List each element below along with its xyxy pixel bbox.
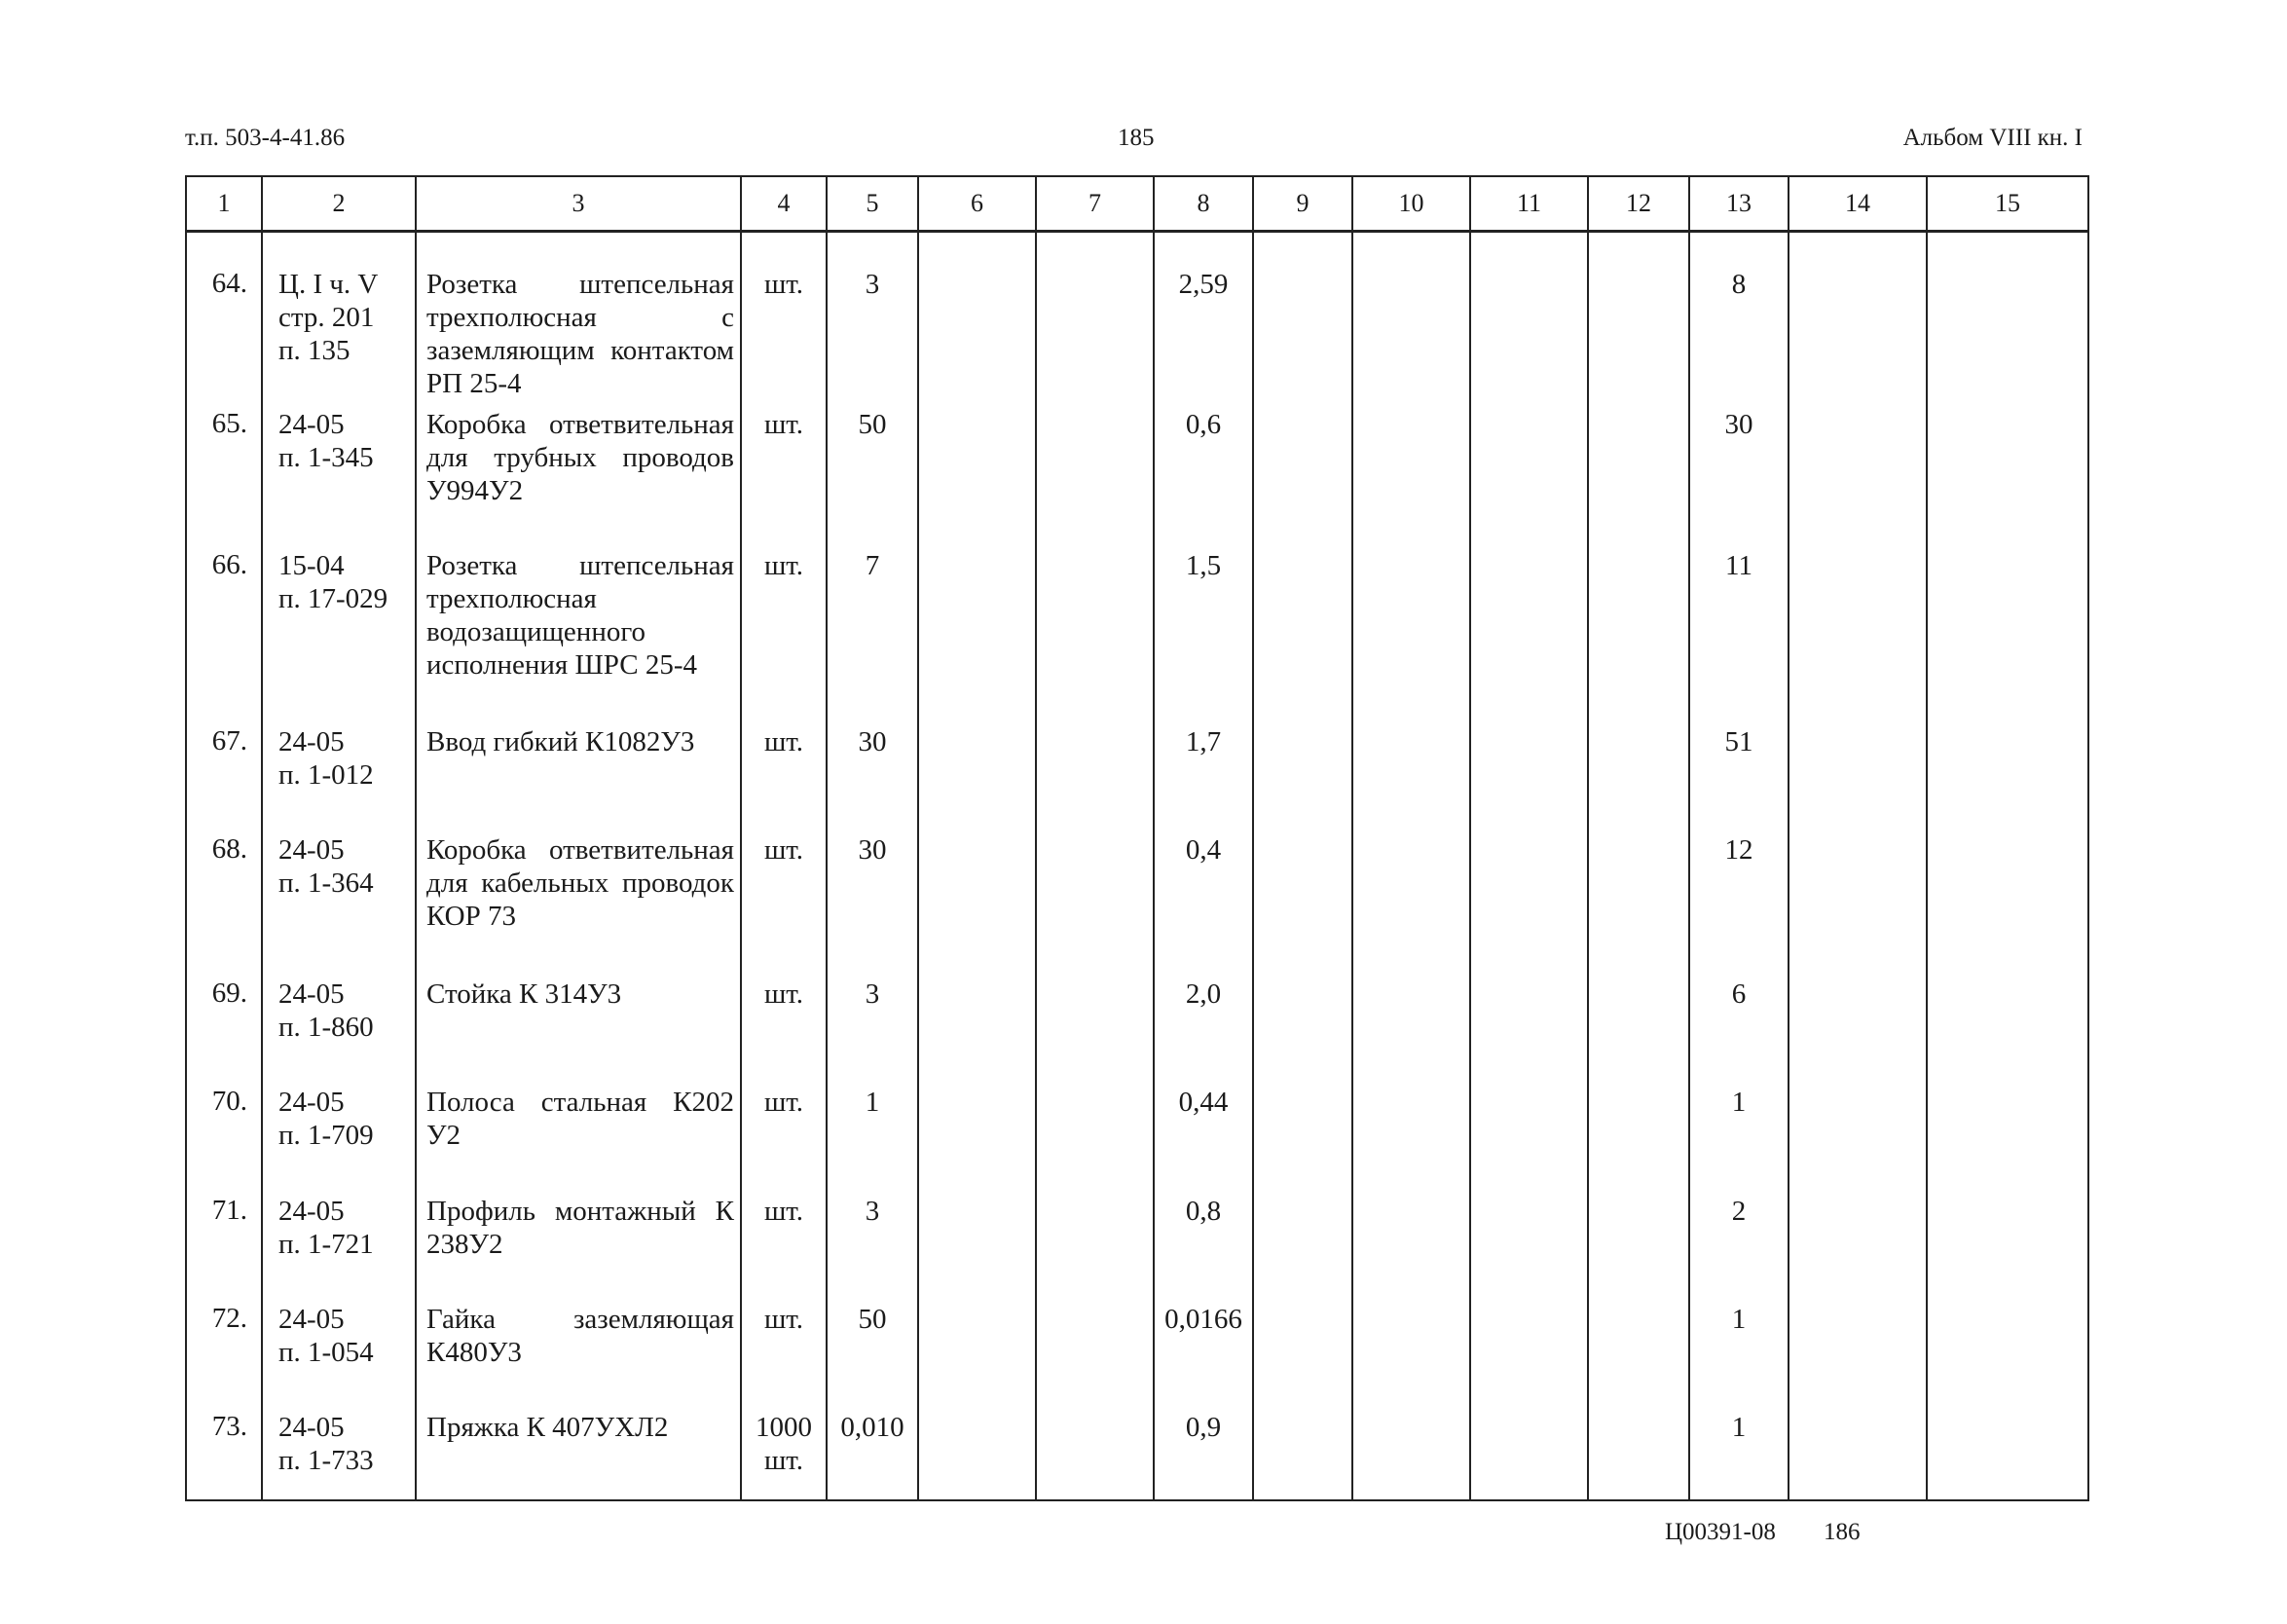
col-header: 4 <box>741 176 827 232</box>
value-cell: 51 <box>1689 725 1789 833</box>
empty-cell <box>1789 1303 1927 1411</box>
row-number: 72. <box>186 1303 262 1411</box>
item-name-cell: Стойка К 314У3 <box>416 978 741 1086</box>
empty-cell <box>1470 1303 1588 1411</box>
empty-cell <box>1588 1086 1689 1194</box>
empty-cell <box>1352 408 1470 550</box>
empty-cell <box>1036 1303 1154 1411</box>
empty-cell <box>1789 1195 1927 1303</box>
empty-cell <box>918 978 1036 1086</box>
empty-cell <box>1470 978 1588 1086</box>
quantity-cell: 50 <box>827 408 918 550</box>
value-cell: 30 <box>1689 408 1789 550</box>
empty-cell <box>1927 408 2088 550</box>
empty-cell <box>1470 408 1588 550</box>
empty-cell <box>1588 549 1689 725</box>
unit-cell: шт. <box>741 978 827 1086</box>
empty-cell <box>1470 833 1588 978</box>
value-cell: 0,4 <box>1154 833 1253 978</box>
empty-cell <box>1588 725 1689 833</box>
empty-cell <box>1352 1411 1470 1500</box>
col-header: 10 <box>1352 176 1470 232</box>
specification-table <box>185 175 2089 1501</box>
empty-cell <box>1253 978 1352 1086</box>
empty-cell <box>1036 978 1154 1086</box>
value-cell: 0,9 <box>1154 1411 1253 1500</box>
quantity-cell: 7 <box>827 549 918 725</box>
empty-cell <box>1927 1303 2088 1411</box>
empty-cell <box>1253 725 1352 833</box>
table-row <box>186 1303 2088 1411</box>
item-name-cell: Гайка заземляющая К480У3 <box>416 1303 741 1411</box>
empty-cell <box>1253 232 1352 408</box>
empty-cell <box>918 1086 1036 1194</box>
empty-cell <box>1470 1195 1588 1303</box>
empty-cell <box>1789 833 1927 978</box>
reference-cell: 24-05 п. 1-012 <box>262 725 416 833</box>
row-number: 69. <box>186 978 262 1086</box>
value-cell: 0,0166 <box>1154 1303 1253 1411</box>
album-label: Альбом VIII кн. I <box>1902 125 2083 151</box>
unit-cell: шт. <box>741 1195 827 1303</box>
col-header: 1 <box>186 176 262 232</box>
value-cell: 0,8 <box>1154 1195 1253 1303</box>
item-name-cell: Ввод гибкий К1082У3 <box>416 725 741 833</box>
empty-cell <box>1789 978 1927 1086</box>
empty-cell <box>1927 549 2088 725</box>
empty-cell <box>1789 1086 1927 1194</box>
col-header: 2 <box>262 176 416 232</box>
table-row <box>186 232 2088 408</box>
row-number: 68. <box>186 833 262 978</box>
empty-cell <box>1036 1195 1154 1303</box>
table-row <box>186 1195 2088 1303</box>
value-cell: 12 <box>1689 833 1789 978</box>
unit-cell: шт. <box>741 833 827 978</box>
empty-cell <box>1036 1411 1154 1500</box>
col-header: 15 <box>1927 176 2088 232</box>
unit-cell: шт. <box>741 1086 827 1194</box>
empty-cell <box>1352 1195 1470 1303</box>
table-row <box>186 549 2088 725</box>
footer-page-number: 186 <box>1824 1519 1861 1545</box>
value-cell: 2 <box>1689 1195 1789 1303</box>
row-number: 67. <box>186 725 262 833</box>
empty-cell <box>1352 833 1470 978</box>
empty-cell <box>918 408 1036 550</box>
table-row <box>186 1411 2088 1500</box>
value-cell: 1 <box>1689 1411 1789 1500</box>
quantity-cell: 30 <box>827 833 918 978</box>
empty-cell <box>1927 833 2088 978</box>
page-number: 185 <box>1118 125 1155 151</box>
empty-cell <box>1036 408 1154 550</box>
reference-cell: 24-05 п. 1-721 <box>262 1195 416 1303</box>
value-cell: 2,0 <box>1154 978 1253 1086</box>
empty-cell <box>1588 833 1689 978</box>
table-row <box>186 1086 2088 1194</box>
empty-cell <box>1927 1195 2088 1303</box>
empty-cell <box>1352 1086 1470 1194</box>
empty-cell <box>1253 549 1352 725</box>
quantity-cell: 1 <box>827 1086 918 1194</box>
empty-cell <box>1927 232 2088 408</box>
empty-cell <box>1588 1303 1689 1411</box>
table-row <box>186 978 2088 1086</box>
empty-cell <box>1588 408 1689 550</box>
empty-cell <box>918 1303 1036 1411</box>
empty-cell <box>1789 408 1927 550</box>
empty-cell <box>1253 1195 1352 1303</box>
col-header: 8 <box>1154 176 1253 232</box>
empty-cell <box>1253 408 1352 550</box>
empty-cell <box>1352 549 1470 725</box>
value-cell: 1,7 <box>1154 725 1253 833</box>
empty-cell <box>1352 978 1470 1086</box>
col-header: 7 <box>1036 176 1154 232</box>
empty-cell <box>1588 232 1689 408</box>
row-number: 71. <box>186 1195 262 1303</box>
empty-cell <box>1036 725 1154 833</box>
reference-cell: 24-05 п. 1-733 <box>262 1411 416 1500</box>
empty-cell <box>1588 1411 1689 1500</box>
empty-cell <box>1927 725 2088 833</box>
value-cell: 1 <box>1689 1086 1789 1194</box>
empty-cell <box>918 833 1036 978</box>
value-cell: 6 <box>1689 978 1789 1086</box>
unit-cell: шт. <box>741 1303 827 1411</box>
value-cell: 1,5 <box>1154 549 1253 725</box>
col-header: 3 <box>416 176 741 232</box>
unit-cell: шт. <box>741 549 827 725</box>
row-number: 65. <box>186 408 262 550</box>
quantity-cell: 3 <box>827 232 918 408</box>
empty-cell <box>1253 833 1352 978</box>
row-number: 64. <box>186 232 262 408</box>
value-cell: 0,6 <box>1154 408 1253 550</box>
row-number: 73. <box>186 1411 262 1500</box>
empty-cell <box>1352 232 1470 408</box>
empty-cell <box>1036 232 1154 408</box>
value-cell: 0,44 <box>1154 1086 1253 1194</box>
empty-cell <box>1352 725 1470 833</box>
empty-cell <box>1789 232 1927 408</box>
value-cell: 2,59 <box>1154 232 1253 408</box>
item-name-cell: Профиль монтажный К 238У2 <box>416 1195 741 1303</box>
reference-cell: 15-04 п. 17-029 <box>262 549 416 725</box>
col-header: 12 <box>1588 176 1689 232</box>
reference-cell: 24-05 п. 1-345 <box>262 408 416 550</box>
table-row <box>186 408 2088 550</box>
item-name-cell: Пряжка К 407УХЛ2 <box>416 1411 741 1500</box>
empty-cell <box>1789 549 1927 725</box>
empty-cell <box>1036 1086 1154 1194</box>
empty-cell <box>918 1195 1036 1303</box>
item-name-cell: Розетка штепсельная трехполюсная с заземляющим контактом РП 25-4 <box>416 232 741 408</box>
reference-cell: 24-05 п. 1-860 <box>262 978 416 1086</box>
quantity-cell: 3 <box>827 978 918 1086</box>
unit-cell: шт. <box>741 408 827 550</box>
empty-cell <box>1789 725 1927 833</box>
empty-cell <box>1470 725 1588 833</box>
row-number: 66. <box>186 549 262 725</box>
reference-cell: 24-05 п. 1-364 <box>262 833 416 978</box>
col-header: 5 <box>827 176 918 232</box>
empty-cell <box>1253 1086 1352 1194</box>
item-name-cell: Розетка штепсельная трехполюсная водозащищенного исполнения ШРС 25-4 <box>416 549 741 725</box>
item-name-cell: Коробка ответвительная для трубных проводов У994У2 <box>416 408 741 550</box>
empty-cell <box>1588 978 1689 1086</box>
empty-cell <box>1470 232 1588 408</box>
empty-cell <box>1470 1086 1588 1194</box>
empty-cell <box>1352 1303 1470 1411</box>
reference-cell: 24-05 п. 1-709 <box>262 1086 416 1194</box>
unit-cell: шт. <box>741 725 827 833</box>
table-row <box>186 725 2088 833</box>
col-header: 11 <box>1470 176 1588 232</box>
col-header: 6 <box>918 176 1036 232</box>
empty-cell <box>1470 1411 1588 1500</box>
table-row <box>186 833 2088 978</box>
empty-cell <box>918 1411 1036 1500</box>
col-header: 14 <box>1789 176 1927 232</box>
row-number: 70. <box>186 1086 262 1194</box>
column-header-row <box>186 176 2088 232</box>
empty-cell <box>918 549 1036 725</box>
quantity-cell: 0,010 <box>827 1411 918 1500</box>
empty-cell <box>918 725 1036 833</box>
quantity-cell: 50 <box>827 1303 918 1411</box>
empty-cell <box>1470 549 1588 725</box>
empty-cell <box>1927 1086 2088 1194</box>
doc-number: т.п. 503-4-41.86 <box>185 125 346 151</box>
empty-cell <box>1927 978 2088 1086</box>
empty-cell <box>1927 1411 2088 1500</box>
quantity-cell: 30 <box>827 725 918 833</box>
col-header: 13 <box>1689 176 1789 232</box>
value-cell: 1 <box>1689 1303 1789 1411</box>
doc-code: Ц00391-08 <box>1665 1519 1776 1545</box>
empty-cell <box>1036 549 1154 725</box>
empty-cell <box>1253 1303 1352 1411</box>
item-name-cell: Полоса стальная К202 У2 <box>416 1086 741 1194</box>
empty-cell <box>1588 1195 1689 1303</box>
quantity-cell: 3 <box>827 1195 918 1303</box>
reference-cell: Ц. I ч. V стр. 201 п. 135 <box>262 232 416 408</box>
empty-cell <box>1036 833 1154 978</box>
col-header: 9 <box>1253 176 1352 232</box>
empty-cell <box>918 232 1036 408</box>
unit-cell: шт. <box>741 232 827 408</box>
value-cell: 11 <box>1689 549 1789 725</box>
unit-cell: 1000 шт. <box>741 1411 827 1500</box>
empty-cell <box>1789 1411 1927 1500</box>
reference-cell: 24-05 п. 1-054 <box>262 1303 416 1411</box>
item-name-cell: Коробка ответвительная для кабельных проводок КОР 73 <box>416 833 741 978</box>
value-cell: 8 <box>1689 232 1789 408</box>
empty-cell <box>1253 1411 1352 1500</box>
